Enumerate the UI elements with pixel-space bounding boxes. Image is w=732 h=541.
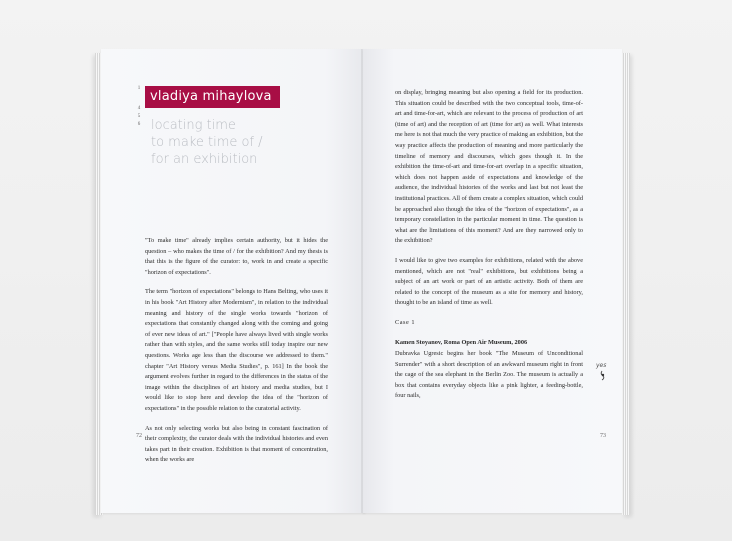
article-title bbox=[151, 117, 351, 168]
line-numbers bbox=[135, 85, 143, 129]
paragraph: I would like to give two examples for exhibitions, related with the above mentioned, which are not "real" exhibitions, but exhibitions being a subject of an art work or part of an artistic activity. Both of them are related to the concept of the museum as a site for memory and history, thought to be an island of time as well. bbox=[395, 256, 583, 307]
right-body-text bbox=[395, 88, 583, 411]
page-number-left: 72 bbox=[136, 433, 142, 439]
line-number: 5 bbox=[137, 114, 141, 119]
open-book bbox=[95, 45, 630, 520]
line-number: 1 bbox=[137, 86, 141, 91]
page-number-right: 73 bbox=[600, 433, 606, 439]
line-number: 6 bbox=[137, 122, 141, 127]
left-page bbox=[101, 49, 365, 513]
paragraph: As not only selecting works but also being in constant fascination of their complexity, the curator deals with the individual histories and even takes part in their creation. Exhibition is that moment of concentration, when the works are bbox=[145, 424, 328, 464]
paragraph: on display, bringing meaning but also opening a field for its production. This situation could be described with the two conceptual tools, time-of-art and time-for-art, which are relevant to the process of production of art (time of art) and the reception of art (time for art) as well. What interests me here is not that much the very practice of making an exhibition, but the way practice affects the production of meaning and more particularly the timeline of memory and discourses, which goes though it. In the exhibition the time-of-art and time-for-art overlap in a specific situation, which does not happen aside of expectations and knowledge of the audience, the individual histories of the works and last but not least the institutional practices. All of them create a complex situation, which could be approached also though the idea of the "horizon of expectations", as a temporary constellation in the particular moment in time. The question is what are the limitations of this moment? And are they narrowed only to the exhibition? bbox=[395, 89, 583, 245]
line-number-spacer bbox=[135, 93, 143, 101]
title-line: to make time of / bbox=[151, 135, 263, 150]
margin-sketch-icon bbox=[595, 359, 609, 385]
case-heading: Kamen Stoyanov, Roma Open Air Museum, 2006 bbox=[395, 339, 528, 347]
right-page bbox=[363, 49, 622, 513]
paragraph: The term "horizon of expectations" belongs to Hans Belting, who uses it in his book "Art History after Modernism", in relation to the individual meaning and history of the single works towards "horizon of expectations that constantly changed along with the coming and going of ever new ideas of art." ["People have always lived with single works rather than with styles, and the same works still today inspire our new questions. Works age less than the discourse we addressed to them." chapter "Art History versus Media Studies", p. 161] In the book the argument evolves further in regard to the differences in the status of the image within the disciplines of art history and media studies, but I would like to stop here and develop the idea of the "horizon of expectations" in the possible relation to the curatorial activity. bbox=[145, 288, 328, 412]
left-body-text bbox=[145, 236, 328, 475]
title-line: locating time bbox=[151, 118, 236, 133]
line-number: 4 bbox=[137, 106, 141, 111]
page-edges-right bbox=[622, 53, 630, 515]
title-line: for an exhibition bbox=[151, 152, 258, 167]
paragraph: "To make time" already implies certain authority, but it hides the question – who makes the time of / for the exhibition? And my thesis is that this is the figure of the curator: to, work in and create a specific "horizon of expectations". bbox=[145, 237, 328, 276]
paragraph: Dubravka Ugresic begins her book "The Museum of Unconditional Surrender" with a short description of an awkward museum right in front the cage of the sea elephant in the Berlin Zoo. The museum is actually a box that contains everyday objects like a pink lighter, a feeding-bottle, four nails, bbox=[395, 350, 583, 400]
case-label: Case 1 bbox=[395, 318, 415, 326]
margin-note-text: yes bbox=[596, 362, 607, 369]
author-name-box: vladiya mihaylova bbox=[145, 86, 280, 108]
